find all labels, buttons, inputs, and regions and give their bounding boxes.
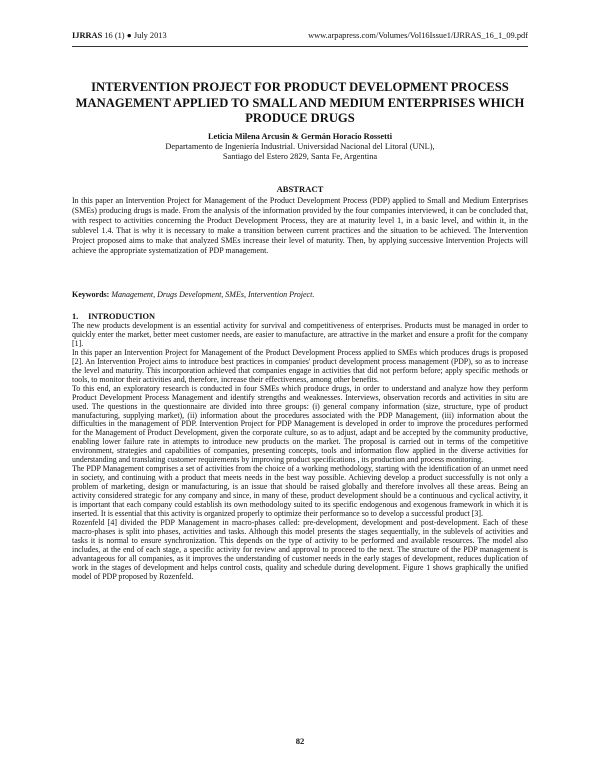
keywords <box>72 290 528 300</box>
journal-info <box>72 30 167 42</box>
body-paragraph: The new products development is an essential activity for survival and competitiveness of enterprises. Products must be managed in order to quickly enter the market, better meet customer needs, are easier to manufacture, are attractive in the market and ensure a profit for the company [1]. <box>72 321 528 348</box>
author-names: Leticia Milena Arcusin & Germán Horacio Rossetti <box>207 132 393 141</box>
page-number: 82 <box>295 736 305 746</box>
article-url[interactable]: www.arpapress.com/Volumes/Vol16Issue1/IJRRAS_16_1_09.pdf <box>308 31 528 40</box>
keywords-label: Keywords: <box>72 290 110 299</box>
journal-name: IJRRAS <box>72 31 103 40</box>
body-paragraph: Rozenfeld [4] divided the PDP Management in macro-phases called: pre-development, development and post-development. Each of these macro-phases is split into phases, activities and tasks. Although this model presents the stages sequentially, in the sublevels of activities and tasks it is normal to ensure synchronization. This depends on the type of activity to be performed and available resources. The model also includes, at the end of each stage, a specific activity for review and approval to proceed to the next. The structure of the PDP management is advantageous for all companies, as it improves the understanding of customer needs in the early stages of development, reduces duplication of work in the stages of development and helps control costs, quality and schedule during development. Figure 1 shows graphically the unified model of PDP proposed by Rozenfeld. <box>72 517 528 581</box>
abstract-text: In this paper an Intervention Project for Management of the Product Development Process (PDP) applied to Small and Medium Enterprises (SMEs) producing drugs is made. From the analysis of the information provided by the four companies interviewed, it can be concluded that, with respect to activities concerning the Product Development Process, they are at maturity level 1, in a basic level, and within it, in the sublevel 1.4. That is why it is necessary to make a transition between current practices and the situation to be achieved. The Intervention Project proposed aims to make that analyzed SMEs increase their level of maturity. Then, by applying successive Intervention Projects will achieve the appropriate systematization of PDP management. <box>72 196 528 255</box>
body-paragraph: The PDP Management comprises a set of activities from the choice of a working methodology, starting with the identification of an unmet need in society, and continuing with a product that meets needs in the best way possible. Achieving develop a product successfully is not only a problem of marketing, design or manufacturing, is an issue that should be raised globally and therefore involves all these areas. Being an activity considered strategic for any company and since, in many of these, product development should be a continuous and cyclical activity, it is important that each company could establish its own methodology suited to its specific endogenous and exogenous framework in which it is inserted. It is essential that this activity is organized properly to optimize their performance so to develop a successful product [3]. <box>72 464 528 519</box>
section-body <box>72 322 528 582</box>
header-rule <box>72 46 528 47</box>
author-block <box>72 132 528 162</box>
journal-issue: 16 (1) ● July 2013 <box>104 31 167 40</box>
abstract-heading: ABSTRACT <box>276 184 324 194</box>
body-paragraph: In this paper an Intervention Project for Management of the Product Development Process applied to SMEs which produces drugs is proposed [2]. An Intervention Project aims to introduce best practices in companies' product development process management (PDP), so as to increase the level and maturity. This incorporation achieved that companies engage in activities that did not perform before; apply specific methods or tools, to monitor their activities and, therefore, increase their effectiveness, among other benefits. <box>72 347 528 384</box>
body-paragraph: To this end, an exploratory research is conducted in four SMEs which produce drugs, in order to understand and analyze how they perform Product Development Process Management and identify strengths and weaknesses. Interviews, observation records and activities in situ are used. The questions in the questionnaire are divided into three groups: (i) general company information (size, structure, type of product manufacturing, supplying market), (ii) information about the procedures associated with the PDP Management, (iii) information about the difficulties in the management of PDP. Intervention Project for PDP Management is developed in order to improve the procedures performed for the Management of Product Development, given the corporate culture, so as to adjust, adapt and be accepted by the community productive, enabling lower failure rate in attempts to introduce new products on the market. The proposal is carried out in terms of the competitive environment, strategies and capabilities of companies, presenting concepts, tools and information flow applied in the diverse activities for understanding and translating customer requirements by improving product specifications , its production and process monitoring. <box>72 383 528 465</box>
author-affiliation-line-2: Santiago del Estero 2829, Santa Fe, Argentina <box>222 152 378 161</box>
section-number: 1. <box>72 312 79 321</box>
running-header <box>72 30 528 42</box>
author-affiliation-line-1: Departamento de Ingeniería Industrial. Universidad Nacional del Litoral (UNL), <box>165 142 435 151</box>
paper-title: INTERVENTION PROJECT FOR PRODUCT DEVELOPMENT PROCESS MANAGEMENT APPLIED TO SMALL AND MEDIUM ENTERPRISES WHICH PRODUCE DRUGS <box>75 80 525 126</box>
section-title: INTRODUCTION <box>88 312 156 321</box>
keywords-values: Management, Drugs Development, SMEs, Intervention Project. <box>111 290 315 299</box>
